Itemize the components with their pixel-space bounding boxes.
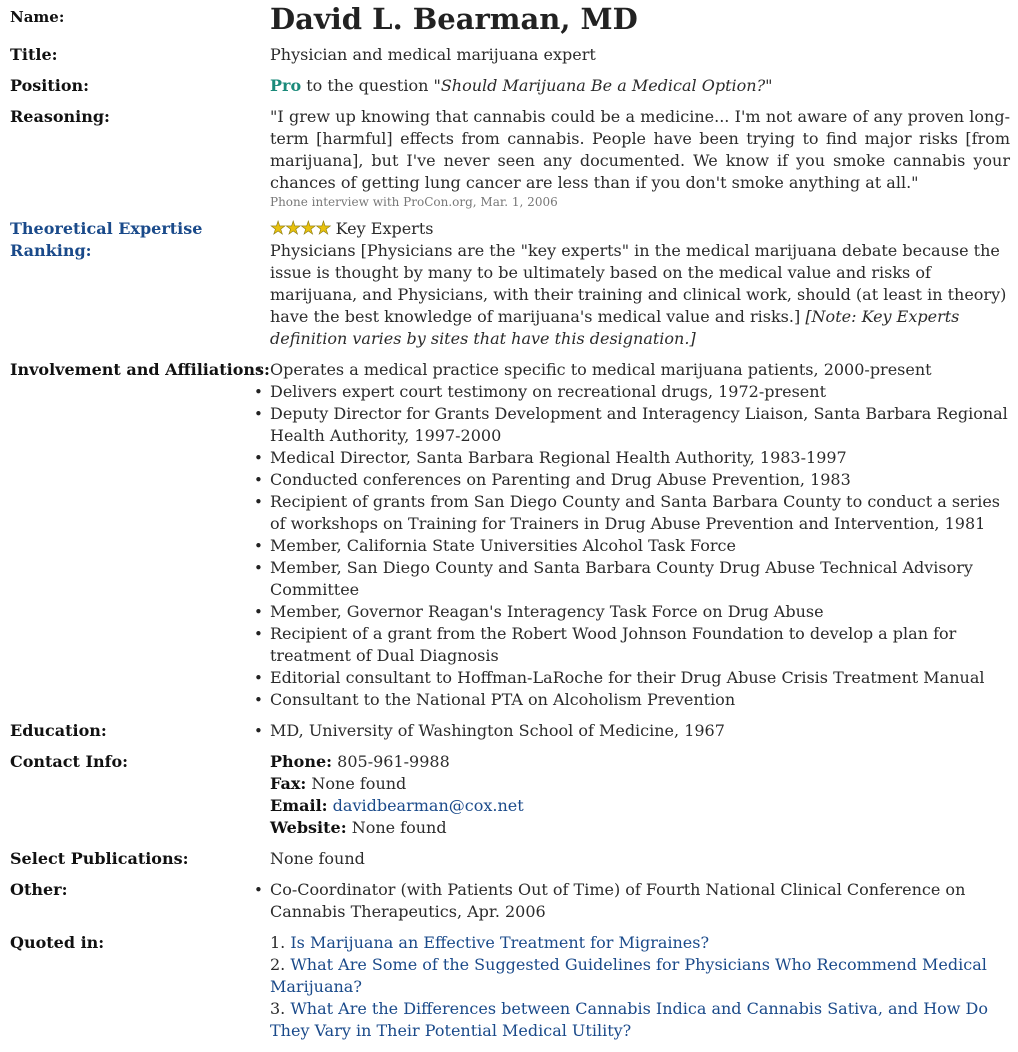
position-label: Position: xyxy=(10,76,90,95)
ranking-description xyxy=(270,240,1010,350)
reasoning-row xyxy=(0,106,1018,209)
name-row xyxy=(0,0,1018,38)
quoted-link[interactable]: What Are the Differences between Cannabis Indica and Cannabis Sativa, and How Do They Vary in Their Potential Medical Utility? xyxy=(270,999,989,1040)
fax-value: None found xyxy=(311,774,407,793)
position-suffix: " xyxy=(765,76,773,95)
title-value: Physician and medical marijuana expert xyxy=(270,45,596,64)
stance-pro: Pro xyxy=(270,76,302,95)
title-label: Title: xyxy=(10,45,58,64)
reasoning-source: Phone interview with ProCon.org, Mar. 1, 2006 xyxy=(270,195,558,209)
other-row xyxy=(0,879,1018,923)
email-label: Email: xyxy=(270,796,328,815)
list-item: • Consultant to the National PTA on Alcoholism Prevention xyxy=(270,689,1010,711)
website-value: None found xyxy=(351,818,447,837)
involvement-label: Involvement and Affiliations: xyxy=(10,360,270,379)
list-item: • Conducted conferences on Parenting and Drug Abuse Prevention, 1983 xyxy=(270,469,1010,491)
position-prefix: to the question " xyxy=(301,76,441,95)
ranking-label[interactable]: Theoretical Expertise Ranking: xyxy=(10,219,203,260)
list-item: • Recipient of grants from San Diego County and Santa Barbara County to conduct a series of workshops on Training for Trainers in Drug Abuse Prevention and Intervention, 1981 xyxy=(270,491,1010,535)
phone-label: Phone: xyxy=(270,752,333,771)
quoted-item xyxy=(270,954,1010,998)
person-name: David L. Bearman, MD xyxy=(270,2,638,36)
email-link[interactable]: davidbearman@cox.net xyxy=(332,796,524,815)
quoted-list xyxy=(270,932,1010,1042)
position-row xyxy=(0,75,1018,97)
list-item: • Medical Director, Santa Barbara Regional Health Authority, 1983-1997 xyxy=(270,447,1010,469)
contact-info xyxy=(270,751,1018,839)
quoted-link[interactable]: Is Marijuana an Effective Treatment for Migraines? xyxy=(290,933,710,952)
fax-label: Fax: xyxy=(270,774,307,793)
reasoning-label: Reasoning: xyxy=(10,107,110,126)
ranking-desc-text: Physicians [Physicians are the "key experts" in the medical marijuana debate because the issue is thought by many to be ultimately based on the medical value and risks of marijuana, and Physicians, with their training and clinical work, should (at least in theory) have the best knowledge of marijuana's medical value and risks.] xyxy=(270,241,1007,326)
list-item: • Member, San Diego County and Santa Barbara County Drug Abuse Technical Advisory Committee xyxy=(270,557,1010,601)
contact-label: Contact Info: xyxy=(10,752,129,771)
ranking-row xyxy=(0,218,1018,350)
ranking-note: [Note: Key Experts definition varies by sites that have this designation.] xyxy=(270,307,960,348)
ranking-level: Key Experts xyxy=(335,219,434,238)
name-label: Name: xyxy=(10,8,65,26)
involvement-list xyxy=(270,359,1010,711)
list-item: • Co-Coordinator (with Patients Out of Time) of Fourth National Clinical Conference on Cannabis Therapeutics, Apr. 2006 xyxy=(270,879,1010,923)
list-item: • Member, California State Universities Alcohol Task Force xyxy=(270,535,1010,557)
list-item: • Deputy Director for Grants Development and Interagency Liaison, Santa Barbara Regional Health Authority, 1997-2000 xyxy=(270,403,1010,447)
list-item: • Editorial consultant to Hoffman-LaRoche for their Drug Abuse Crisis Treatment Manual xyxy=(270,667,1010,689)
quoted-num: 2. xyxy=(270,955,286,974)
quoted-item xyxy=(270,932,1010,954)
other-label: Other: xyxy=(10,880,68,899)
contact-row xyxy=(0,751,1018,839)
phone-value: 805-961-9988 xyxy=(337,752,450,771)
website-label: Website: xyxy=(270,818,347,837)
other-list xyxy=(270,879,1010,923)
education-row xyxy=(0,720,1018,742)
education-label: Education: xyxy=(10,721,107,740)
publications-value: None found xyxy=(270,849,365,868)
title-row xyxy=(0,44,1018,66)
reasoning-quote: "I grew up knowing that cannabis could be a medicine... I'm not aware of any proven long-term [harmful] effects from cannabis. People have been trying to find major risks [from marijuana], but I've never seen any documented. We know if you smoke cannabis your chances of getting lung cancer are less than if you don't smoke anything at all." xyxy=(270,107,1010,192)
quoted-link[interactable]: What Are Some of the Suggested Guidelines for Physicians Who Recommend Medical Marijuana? xyxy=(270,955,987,996)
publications-row xyxy=(0,848,1018,870)
quoted-num: 1. xyxy=(270,933,286,952)
publications-label: Select Publications: xyxy=(10,849,189,868)
list-item: • Delivers expert court testimony on recreational drugs, 1972-present xyxy=(270,381,1010,403)
list-item: • Member, Governor Reagan's Interagency Task Force on Drug Abuse xyxy=(270,601,1010,623)
star-rating-icon: ★★★★ xyxy=(270,218,331,239)
quoted-num: 3. xyxy=(270,999,286,1018)
quoted-label: Quoted in: xyxy=(10,933,105,952)
quoted-item xyxy=(270,998,1010,1042)
list-item: • Operates a medical practice specific to medical marijuana patients, 2000-present xyxy=(270,359,1010,381)
involvement-row xyxy=(0,359,1018,711)
quoted-row xyxy=(0,932,1018,1042)
list-item: • MD, University of Washington School of Medicine, 1967 xyxy=(270,720,1010,742)
position-value xyxy=(270,75,1018,97)
education-list xyxy=(270,720,1010,742)
list-item: • Recipient of a grant from the Robert Wood Johnson Foundation to develop a plan for treatment of Dual Diagnosis xyxy=(270,623,1010,667)
position-question: Should Marijuana Be a Medical Option? xyxy=(440,76,766,95)
